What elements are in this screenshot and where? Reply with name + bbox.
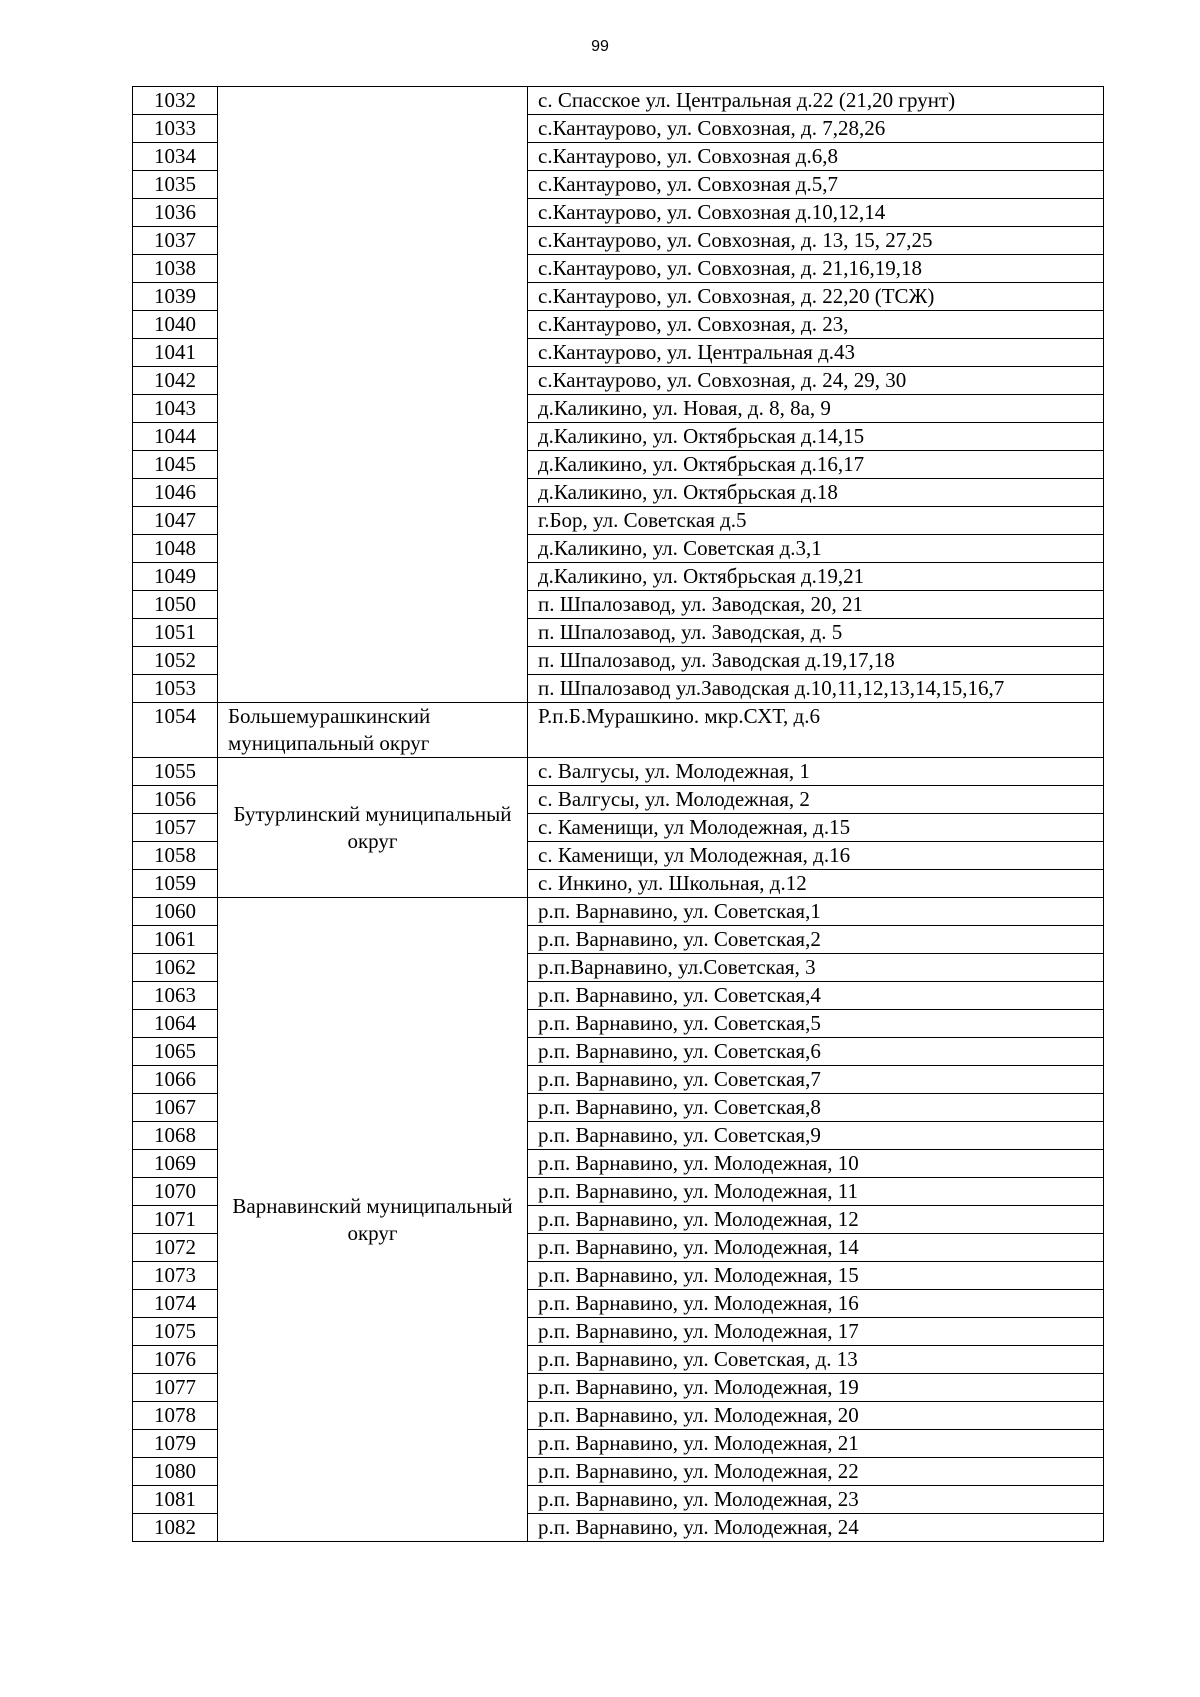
address-cell: с.Кантаурово, ул. Центральная д.43 [528,339,1104,367]
row-number: 1034 [133,143,218,171]
row-number: 1071 [133,1206,218,1234]
row-number: 1041 [133,339,218,367]
page-number: 99 [591,38,609,55]
row-number: 1047 [133,507,218,535]
row-number: 1078 [133,1402,218,1430]
address-cell: р.п. Варнавино, ул. Молодежная, 16 [528,1290,1104,1318]
row-number: 1057 [133,814,218,842]
address-cell: р.п. Варнавино, ул. Советская,6 [528,1038,1104,1066]
address-cell: с.Кантаурово, ул. Совхозная, д. 24, 29, 30 [528,367,1104,395]
address-cell: р.п.Варнавино, ул.Советская, 3 [528,954,1104,982]
table-row [133,758,1104,786]
address-table-body [133,87,1104,1542]
address-table [132,86,1104,1542]
table-row [133,898,1104,926]
row-number: 1072 [133,1234,218,1262]
row-number: 1058 [133,842,218,870]
row-number: 1060 [133,898,218,926]
row-number: 1044 [133,423,218,451]
address-cell: с. Валгусы, ул. Молодежная, 1 [528,758,1104,786]
address-cell: п. Шпалозавод, ул. Заводская, д. 5 [528,619,1104,647]
address-cell: д.Каликино, ул. Новая, д. 8, 8а, 9 [528,395,1104,423]
row-number: 1038 [133,255,218,283]
row-number: 1067 [133,1094,218,1122]
address-cell: р.п. Варнавино, ул. Молодежная, 15 [528,1262,1104,1290]
row-number: 1040 [133,311,218,339]
row-number: 1061 [133,926,218,954]
row-number: 1055 [133,758,218,786]
address-cell: с.Кантаурово, ул. Совхозная, д. 7,28,26 [528,115,1104,143]
row-number: 1033 [133,115,218,143]
address-cell: Р.п.Б.Мурашкино. мкр.СХТ, д.6 [528,703,1104,758]
row-number: 1069 [133,1150,218,1178]
row-number: 1056 [133,786,218,814]
address-cell: р.п. Варнавино, ул. Советская,2 [528,926,1104,954]
address-cell: с. Валгусы, ул. Молодежная, 2 [528,786,1104,814]
address-cell: п. Шпалозавод ул.Заводская д.10,11,12,13,14,15,16,7 [528,675,1104,703]
row-number: 1065 [133,1038,218,1066]
address-cell: р.п. Варнавино, ул. Советская,8 [528,1094,1104,1122]
row-number: 1035 [133,171,218,199]
row-number: 1032 [133,87,218,115]
address-cell: р.п. Варнавино, ул. Советская,5 [528,1010,1104,1038]
row-number: 1063 [133,982,218,1010]
district-name: Большемурашкинский муниципальный округ [218,703,528,758]
address-cell: р.п. Варнавино, ул. Советская,9 [528,1122,1104,1150]
address-cell: с.Кантаурово, ул. Совхозная, д. 13, 15, 27,25 [528,227,1104,255]
address-cell: р.п. Варнавино, ул. Молодежная, 10 [528,1150,1104,1178]
address-cell: с.Кантаурово, ул. Совхозная д.6,8 [528,143,1104,171]
address-cell: с. Каменищи, ул Молодежная, д.16 [528,842,1104,870]
row-number: 1082 [133,1514,218,1542]
address-cell: р.п. Варнавино, ул. Советская,1 [528,898,1104,926]
row-number: 1064 [133,1010,218,1038]
district-name: Варнавинский муниципальный округ [218,898,528,1542]
row-number: 1070 [133,1178,218,1206]
address-cell: р.п. Варнавино, ул. Советская, д. 13 [528,1346,1104,1374]
address-cell: г.Бор, ул. Советская д.5 [528,507,1104,535]
address-cell: р.п. Варнавино, ул. Молодежная, 12 [528,1206,1104,1234]
address-cell: п. Шпалозавод, ул. Заводская, 20, 21 [528,591,1104,619]
address-cell: р.п. Варнавино, ул. Молодежная, 24 [528,1514,1104,1542]
address-cell: р.п. Варнавино, ул. Молодежная, 17 [528,1318,1104,1346]
row-number: 1053 [133,675,218,703]
row-number: 1077 [133,1374,218,1402]
row-number: 1051 [133,619,218,647]
address-cell: р.п. Варнавино, ул. Молодежная, 11 [528,1178,1104,1206]
table-row [133,703,1104,758]
address-cell: р.п. Варнавино, ул. Молодежная, 14 [528,1234,1104,1262]
address-cell: с.Кантаурово, ул. Совхозная, д. 23, [528,311,1104,339]
row-number: 1045 [133,451,218,479]
address-cell: р.п. Варнавино, ул. Советская,7 [528,1066,1104,1094]
row-number: 1059 [133,870,218,898]
row-number: 1049 [133,563,218,591]
address-cell: с.Кантаурово, ул. Совхозная, д. 22,20 (ТСЖ) [528,283,1104,311]
address-cell: д.Каликино, ул. Советская д.3,1 [528,535,1104,563]
address-cell: р.п. Варнавино, ул. Молодежная, 23 [528,1486,1104,1514]
address-cell: д.Каликино, ул. Октябрьская д.14,15 [528,423,1104,451]
row-number: 1062 [133,954,218,982]
row-number: 1036 [133,199,218,227]
row-number: 1052 [133,647,218,675]
row-number: 1075 [133,1318,218,1346]
row-number: 1079 [133,1430,218,1458]
row-number: 1073 [133,1262,218,1290]
row-number: 1037 [133,227,218,255]
row-number: 1043 [133,395,218,423]
row-number: 1076 [133,1346,218,1374]
district-cell-empty [218,87,528,703]
table-row [133,87,1104,115]
row-number: 1081 [133,1486,218,1514]
address-cell: с. Каменищи, ул Молодежная, д.15 [528,814,1104,842]
address-cell: д.Каликино, ул. Октябрьская д.19,21 [528,563,1104,591]
address-cell: с.Кантаурово, ул. Совхозная д.10,12,14 [528,199,1104,227]
address-cell: п. Шпалозавод, ул. Заводская д.19,17,18 [528,647,1104,675]
row-number: 1066 [133,1066,218,1094]
address-cell: р.п. Варнавино, ул. Молодежная, 19 [528,1374,1104,1402]
address-cell: р.п. Варнавино, ул. Молодежная, 20 [528,1402,1104,1430]
row-number: 1042 [133,367,218,395]
address-cell: с.Кантаурово, ул. Совхозная, д. 21,16,19,18 [528,255,1104,283]
row-number: 1074 [133,1290,218,1318]
address-cell: с.Кантаурово, ул. Совхозная д.5,7 [528,171,1104,199]
address-cell: д.Каликино, ул. Октябрьская д.18 [528,479,1104,507]
row-number: 1080 [133,1458,218,1486]
address-cell: с. Инкино, ул. Школьная, д.12 [528,870,1104,898]
row-number: 1050 [133,591,218,619]
row-number: 1068 [133,1122,218,1150]
address-cell: р.п. Варнавино, ул. Советская,4 [528,982,1104,1010]
address-cell: р.п. Варнавино, ул. Молодежная, 21 [528,1430,1104,1458]
row-number: 1048 [133,535,218,563]
address-cell: д.Каликино, ул. Октябрьская д.16,17 [528,451,1104,479]
address-cell: с. Спасское ул. Центральная д.22 (21,20 грунт) [528,87,1104,115]
row-number: 1046 [133,479,218,507]
district-name: Бутурлинский муниципальный округ [218,758,528,898]
row-number: 1039 [133,283,218,311]
row-number: 1054 [133,703,218,758]
address-cell: р.п. Варнавино, ул. Молодежная, 22 [528,1458,1104,1486]
